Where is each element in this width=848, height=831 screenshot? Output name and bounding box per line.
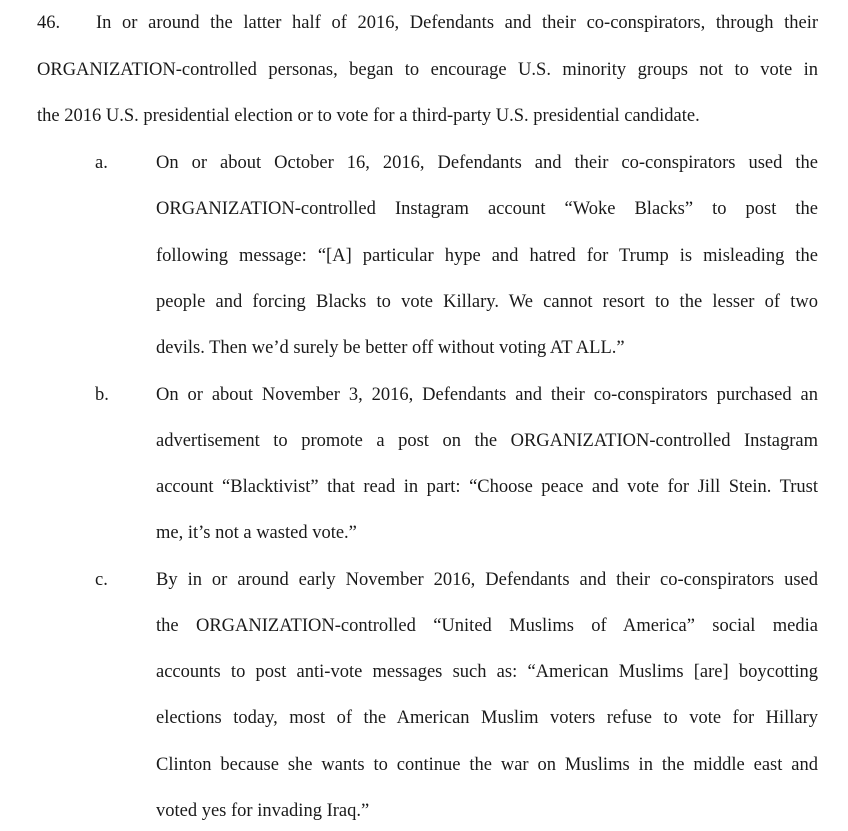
item-a-line: ORGANIZATION-controlled Instagram account “Woke Blacks” to post the: [156, 199, 818, 219]
item-c-line: the ORGANIZATION-controlled “United Muslims of America” social media: [156, 616, 818, 636]
item-label-b: b.: [95, 385, 109, 405]
paragraph-line: ORGANIZATION-controlled personas, began to encourage U.S. minority groups not to vote in: [37, 60, 818, 80]
item-c-line: Clinton because she wants to continue the war on Muslims in the middle east and: [156, 755, 818, 775]
item-c-line: By in or around early November 2016, Defendants and their co-conspirators used: [156, 570, 818, 590]
item-a-line: devils. Then we’d surely be better off without voting AT ALL.”: [156, 338, 625, 358]
item-b-line: me, it’s not a wasted vote.”: [156, 523, 357, 543]
item-a-line: people and forcing Blacks to vote Killary. We cannot resort to the lesser of two: [156, 292, 818, 312]
item-b-line: account “Blacktivist” that read in part: “Choose peace and vote for Jill Stein. Trust: [156, 477, 818, 497]
paragraph-line: In or around the latter half of 2016, Defendants and their co-conspirators, through their: [96, 13, 818, 33]
paragraph-line: the 2016 U.S. presidential election or to vote for a third-party U.S. presidential candidate.: [37, 106, 700, 126]
item-b-line: advertisement to promote a post on the ORGANIZATION-controlled Instagram: [156, 431, 818, 451]
paragraph-number: 46.: [37, 13, 61, 33]
item-label-a: a.: [95, 153, 108, 173]
item-label-c: c.: [95, 570, 108, 590]
item-a-line: following message: “[A] particular hype and hatred for Trump is misleading the: [156, 246, 818, 266]
item-a-line: On or about October 16, 2016, Defendants and their co-conspirators used the: [156, 153, 818, 173]
item-c-line: accounts to post anti-vote messages such as: “American Muslims [are] boycotting: [156, 662, 818, 682]
item-b-line: On or about November 3, 2016, Defendants and their co-conspirators purchased an: [156, 385, 818, 405]
item-c-line: voted yes for invading Iraq.”: [156, 801, 370, 821]
item-c-line: elections today, most of the American Muslim voters refuse to vote for Hillary: [156, 708, 818, 728]
